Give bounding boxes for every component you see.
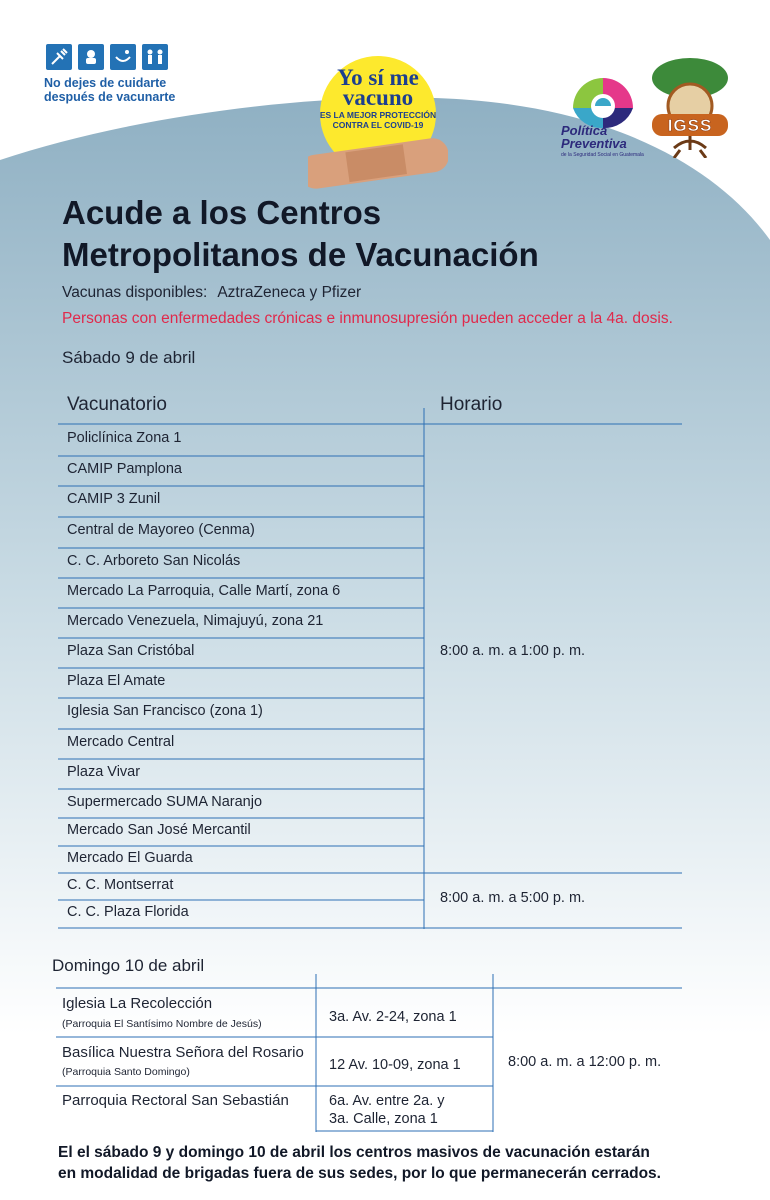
table-row: Plaza Vivar (67, 764, 141, 780)
table-row: Mercado Venezuela, Nimajuyú, zona 21 (67, 613, 324, 629)
distance-icon (142, 44, 168, 70)
table-row: C. C. Plaza Florida (67, 904, 189, 920)
sunday-site-address: 3a. Av. 2-24, zona 1 (329, 1009, 457, 1025)
sunday-heading: Domingo 10 de abril (52, 956, 205, 975)
title-line2: Metropolitanos de Vacunación (62, 236, 539, 273)
badge-sub-line1: ES LA MEJOR PROTECCIÓN (319, 110, 437, 120)
table-row: Supermercado SUMA Naranjo (67, 794, 263, 810)
table-row: Mercado San José Mercantil (67, 822, 251, 838)
table-row: Mercado La Parroquia, Calle Martí, zona 6 (67, 583, 341, 599)
footer-line1: El el sábado 9 y domingo 10 de abril los centros masivos de vacunación estarán (58, 1144, 650, 1161)
politica-preventiva-logo (557, 74, 647, 164)
page-title (62, 192, 662, 276)
vaccines-label: Vacunas disponibles: (62, 284, 208, 301)
pp-name-line2: Preventiva (561, 136, 627, 151)
sunday-table (56, 974, 682, 1134)
igss-logo (644, 54, 736, 158)
care-caption (44, 76, 204, 104)
hours-group1: 8:00 a. m. a 1:00 p. m. (440, 643, 586, 659)
syringe-icon (46, 44, 72, 70)
sunday-site-name: Parroquia Rectoral San Sebastián (62, 1092, 289, 1109)
sunday-site-parish: (Parroquia Santo Domingo) (62, 1066, 190, 1078)
table-row: Plaza San Cristóbal (67, 643, 195, 659)
care-icons (46, 44, 168, 70)
table-row: CAMIP Pamplona (67, 461, 182, 477)
table-row: Mercado Central (67, 734, 175, 750)
care-caption-line1: No dejes de cuidarte (44, 76, 167, 90)
sunday-site-address: 6a. Av. entre 2a. y (329, 1093, 445, 1109)
table-row: Plaza El Amate (67, 673, 166, 689)
sunday-site-address: 12 Av. 10-09, zona 1 (329, 1057, 461, 1073)
hours-group2: 8:00 a. m. a 5:00 p. m. (440, 890, 586, 906)
pp-tagline: de la Seguridad Social en Guatemala (561, 152, 644, 158)
table-row: Iglesia San Francisco (zona 1) (67, 703, 263, 719)
vaccines-value: AztraZeneca y Pfizer (217, 284, 362, 301)
table-row: CAMIP 3 Zunil (67, 491, 161, 507)
badge-title-line2: vacuno (342, 85, 414, 110)
sunday-hours: 8:00 a. m. a 12:00 p. m. (508, 1054, 662, 1070)
vaccines-available (62, 284, 361, 302)
sunday-site-parish: (Parroquia El Santísimo Nombre de Jesús) (62, 1018, 262, 1030)
saturday-heading: Sábado 9 de abril (62, 348, 196, 367)
campaign-badge (308, 54, 448, 194)
column-header-horario: Horario (440, 394, 503, 415)
footer-line2: en modalidad de brigadas fuera de sus sedes, por lo que permanecerán cerrados. (58, 1165, 661, 1182)
footer-note (58, 1142, 738, 1184)
badge-title-line1: Yo sí me (337, 65, 419, 90)
title-line1: Acude a los Centros (62, 194, 382, 231)
table-row: Policlínica Zona 1 (67, 430, 182, 446)
saturday-table (58, 390, 682, 930)
table-row: Mercado El Guarda (67, 850, 193, 866)
sunday-site-name: Basílica Nuestra Señora del Rosario (62, 1044, 304, 1061)
care-caption-line2: después de vacunarte (44, 90, 176, 104)
badge-sub-line2: CONTRA EL COVID-19 (332, 119, 424, 130)
column-header-vacunatorio: Vacunatorio (67, 394, 167, 415)
pp-name-line1: Política (561, 123, 608, 138)
handwash-icon (110, 44, 136, 70)
igss-wordmark: IGSS (667, 116, 713, 135)
fourth-dose-notice: Personas con enfermedades crónicas e inmunosupresión pueden acceder a la 4a. dosis. (62, 310, 673, 327)
mask-icon (78, 44, 104, 70)
sunday-site-address-line2: 3a. Calle, zona 1 (329, 1111, 438, 1127)
table-row: C. C. Arboreto San Nicolás (67, 553, 241, 569)
table-row: Central de Mayoreo (Cenma) (67, 522, 255, 538)
sunday-site-name: Iglesia La Recolección (62, 995, 213, 1012)
table-row: C. C. Montserrat (67, 877, 174, 893)
